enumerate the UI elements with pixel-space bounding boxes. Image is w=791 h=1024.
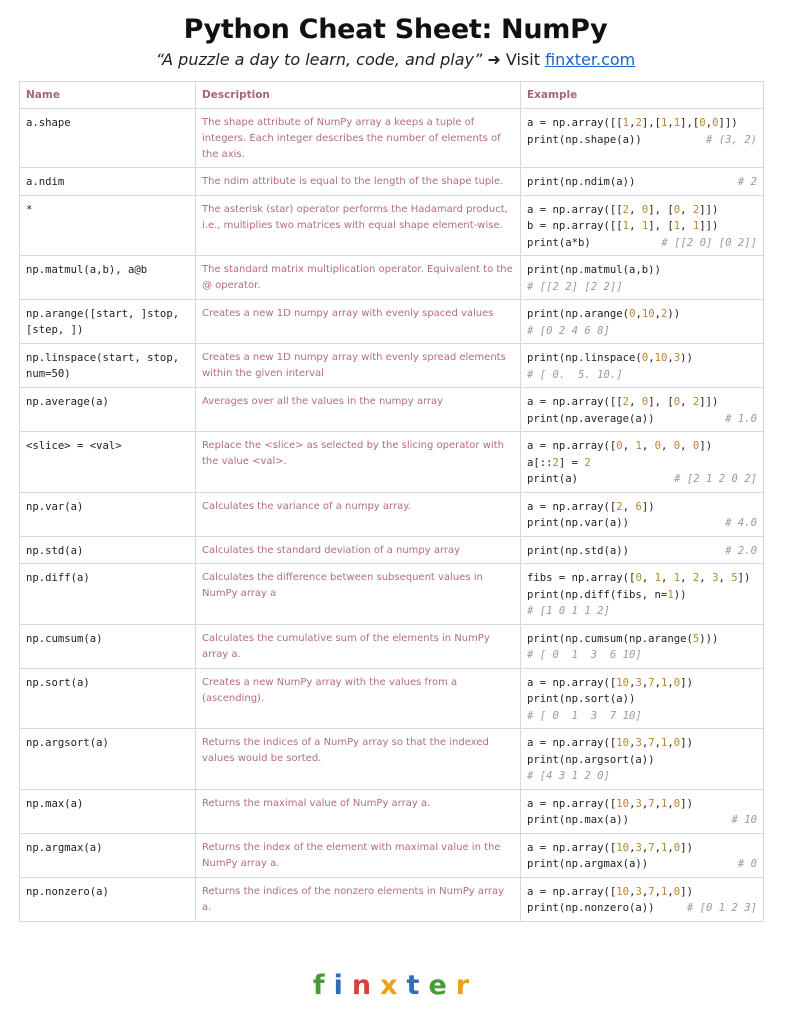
table-body	[20, 109, 764, 922]
code-line	[527, 708, 757, 725]
function-description: The standard matrix multiplication operator. Equivalent to the @ operator.	[196, 256, 521, 300]
logo-letter: n	[351, 970, 381, 1001]
function-name: np.cumsum(a)	[20, 624, 196, 668]
code-text: a = np.array([[2, 0], [0, 2]])	[527, 203, 719, 216]
function-name: np.std(a)	[20, 536, 196, 564]
code-line	[527, 631, 757, 648]
code-example	[521, 729, 764, 790]
function-name: a.shape	[20, 109, 196, 168]
code-example	[521, 492, 764, 536]
code-line	[527, 394, 757, 411]
code-text: a[::2] = 2	[527, 456, 591, 469]
code-line	[527, 174, 757, 191]
function-name: np.matmul(a,b), a@b	[20, 256, 196, 300]
page-title: Python Cheat Sheet: NumPy	[183, 14, 608, 45]
code-comment: # 2.0	[725, 544, 757, 557]
function-name: np.average(a)	[20, 388, 196, 432]
code-line	[527, 471, 757, 488]
code-line	[527, 132, 757, 149]
table-header-row	[20, 82, 764, 109]
function-name: np.argmax(a)	[20, 833, 196, 877]
function-description: Returns the indices of a NumPy array so that the indexed values would be sorted.	[196, 729, 521, 790]
code-line	[527, 647, 757, 664]
code-comment: # [4 3 1 2 0]	[527, 770, 610, 782]
code-line	[527, 499, 757, 516]
table-row	[20, 388, 764, 432]
code-line	[527, 856, 757, 873]
code-example	[521, 432, 764, 493]
code-text: fibs = np.array([0, 1, 1, 2, 3, 5])	[527, 572, 751, 584]
finxter-link[interactable]: finxter.com	[545, 50, 636, 69]
code-comment: # 0	[737, 858, 757, 870]
code-text: print(np.max(a))	[527, 814, 630, 826]
function-description: Creates a new NumPy array with the values from a (ascending).	[196, 668, 521, 729]
code-line	[527, 884, 757, 901]
function-name: np.arange([start, ]stop, [step, ])	[20, 300, 196, 344]
table-row	[20, 877, 764, 921]
code-comment: # [[2 2] [2 2]]	[527, 280, 623, 293]
code-text: print(np.sort(a))	[527, 693, 636, 705]
function-description: Returns the maximal value of NumPy array a.	[196, 789, 521, 833]
code-comment: # (3, 2)	[705, 133, 757, 146]
code-line	[527, 570, 757, 587]
code-text: print(np.argmax(a))	[527, 858, 649, 870]
function-name: np.argsort(a)	[20, 729, 196, 790]
function-name: np.var(a)	[20, 492, 196, 536]
code-comment: # [ 0 1 3 7 10]	[527, 709, 642, 722]
code-text: print(np.nonzero(a))	[527, 902, 655, 914]
cheat-sheet-table	[19, 81, 764, 922]
logo-letter: i	[333, 970, 352, 1001]
code-comment: # 4.0	[725, 517, 757, 529]
table-row	[20, 300, 764, 344]
column-header-description: Description	[196, 82, 521, 109]
page-subtitle	[0, 50, 791, 69]
code-text: a = np.array([10,3,7,1,0])	[527, 797, 693, 810]
code-line	[527, 840, 757, 857]
code-example	[521, 536, 764, 564]
column-header-example: Example	[521, 82, 764, 109]
code-line	[527, 812, 757, 829]
code-text: print(np.std(a))	[527, 544, 630, 557]
table-row	[20, 789, 764, 833]
code-example	[521, 168, 764, 196]
function-name: *	[20, 195, 196, 256]
code-text: a = np.array([[2, 0], [0, 2]])	[527, 396, 719, 408]
code-text: a = np.array([0, 1, 0, 0, 0])	[527, 440, 713, 452]
code-text: b = np.array([[1, 1], [1, 1]])	[527, 220, 719, 232]
code-text: print(np.var(a))	[527, 517, 630, 529]
code-line	[527, 218, 757, 235]
code-example	[521, 256, 764, 300]
logo-letter: e	[428, 970, 456, 1001]
table-row	[20, 168, 764, 196]
function-name: np.max(a)	[20, 789, 196, 833]
code-comment: # [2 1 2 0 2]	[674, 473, 757, 485]
code-example	[521, 388, 764, 432]
code-line	[527, 675, 757, 692]
table-row	[20, 432, 764, 493]
code-line	[527, 515, 757, 532]
code-text: print(np.arange(0,10,2))	[527, 308, 681, 320]
function-name: np.sort(a)	[20, 668, 196, 729]
table-row	[20, 833, 764, 877]
code-line	[527, 735, 757, 752]
code-example	[521, 344, 764, 388]
code-line	[527, 543, 757, 560]
tagline-quote: “A puzzle a day to learn, code, and play”	[155, 50, 483, 69]
code-line	[527, 235, 757, 252]
code-line	[527, 455, 757, 472]
code-example	[521, 195, 764, 256]
code-line	[527, 768, 757, 785]
code-line	[527, 306, 757, 323]
code-comment: # 2	[737, 176, 757, 188]
code-example	[521, 624, 764, 668]
logo-letter: t	[406, 970, 429, 1001]
code-line	[527, 603, 757, 620]
code-comment: # [0 1 2 3]	[686, 902, 757, 914]
function-name: np.diff(a)	[20, 564, 196, 625]
code-example	[521, 564, 764, 625]
function-name: np.nonzero(a)	[20, 877, 196, 921]
logo-letter: r	[455, 970, 479, 1001]
code-text: print(np.cumsum(np.arange(5)))	[527, 632, 719, 645]
code-text: print(a)	[527, 473, 579, 485]
function-description: Calculates the difference between subsequent values in NumPy array a	[196, 564, 521, 625]
table-row	[20, 109, 764, 168]
code-comment: # 10	[731, 814, 757, 826]
table-row	[20, 195, 764, 256]
code-comment: # [[2 0] [0 2]]	[661, 236, 757, 249]
visit-text: ➜ Visit	[482, 50, 546, 69]
function-description: The shape attribute of NumPy array a keeps a tuple of integers. Each integer describes the number of elements of the axis.	[196, 109, 521, 168]
code-text: print(a*b)	[527, 236, 591, 249]
table-row	[20, 564, 764, 625]
code-text: print(np.argsort(a))	[527, 753, 655, 766]
logo-letter: x	[380, 970, 407, 1001]
code-example	[521, 300, 764, 344]
table-row	[20, 344, 764, 388]
table-row	[20, 668, 764, 729]
code-comment: # [ 0 1 3 6 10]	[527, 649, 642, 661]
code-line	[527, 900, 757, 917]
function-description: Averages over all the values in the numpy array	[196, 388, 521, 432]
code-text: a = np.array([10,3,7,1,0])	[527, 737, 693, 749]
code-text: print(np.ndim(a))	[527, 176, 636, 188]
code-line	[527, 115, 757, 132]
code-line	[527, 202, 757, 219]
table-row	[20, 256, 764, 300]
table-row	[20, 536, 764, 564]
code-line	[527, 411, 757, 428]
function-description: Calculates the standard deviation of a numpy array	[196, 536, 521, 564]
code-line	[527, 279, 757, 296]
function-description: The ndim attribute is equal to the length of the shape tuple.	[196, 168, 521, 196]
code-line	[527, 587, 757, 604]
function-description: The asterisk (star) operator performs the Hadamard product, i.e., multiplies two matrices with equal shape element-wise.	[196, 195, 521, 256]
code-line	[527, 691, 757, 708]
code-line	[527, 350, 757, 367]
code-text: print(np.average(a))	[527, 412, 655, 425]
column-header-name: Name	[20, 82, 196, 109]
function-description: Returns the indices of the nonzero elements in NumPy array a.	[196, 877, 521, 921]
function-name: a.ndim	[20, 168, 196, 196]
function-name: np.linspace(start, stop, num=50)	[20, 344, 196, 388]
code-example	[521, 668, 764, 729]
code-comment: # [1 0 1 1 2]	[527, 605, 610, 617]
code-comment: # [0 2 4 6 8]	[527, 324, 610, 337]
finxter-logo	[0, 970, 791, 1001]
code-example	[521, 833, 764, 877]
code-text: a = np.array([10,3,7,1,0])	[527, 885, 693, 898]
code-text: a = np.array([10,3,7,1,0])	[527, 841, 693, 854]
function-description: Calculates the variance of a numpy array.	[196, 492, 521, 536]
code-example	[521, 789, 764, 833]
code-comment: # [ 0. 5. 10.]	[527, 368, 623, 381]
logo-letter: f	[312, 970, 334, 1001]
code-line	[527, 323, 757, 340]
code-text: a = np.array([2, 6])	[527, 500, 655, 513]
code-text: a = np.array([[1,2],[1,1],[0,0]])	[527, 117, 738, 129]
code-text: print(np.linspace(0,10,3))	[527, 352, 693, 364]
table-row	[20, 492, 764, 536]
code-line	[527, 262, 757, 279]
code-example	[521, 877, 764, 921]
code-text: print(np.shape(a))	[527, 133, 642, 146]
code-line	[527, 752, 757, 769]
code-text: print(np.diff(fibs, n=1))	[527, 588, 687, 601]
function-description: Calculates the cumulative sum of the elements in NumPy array a.	[196, 624, 521, 668]
code-text: a = np.array([10,3,7,1,0])	[527, 676, 693, 689]
function-description: Creates a new 1D numpy array with evenly spread elements within the given interval	[196, 344, 521, 388]
code-text: print(np.matmul(a,b))	[527, 264, 661, 276]
function-description: Replace the <slice> as selected by the slicing operator with the value <val>.	[196, 432, 521, 493]
code-line	[527, 796, 757, 813]
table-row	[20, 624, 764, 668]
code-example	[521, 109, 764, 168]
function-description: Creates a new 1D numpy array with evenly spaced values	[196, 300, 521, 344]
function-name: <slice> = <val>	[20, 432, 196, 493]
code-line	[527, 438, 757, 455]
code-line	[527, 367, 757, 384]
code-comment: # 1.0	[725, 412, 757, 425]
table-row	[20, 729, 764, 790]
function-description: Returns the index of the element with maximal value in the NumPy array a.	[196, 833, 521, 877]
